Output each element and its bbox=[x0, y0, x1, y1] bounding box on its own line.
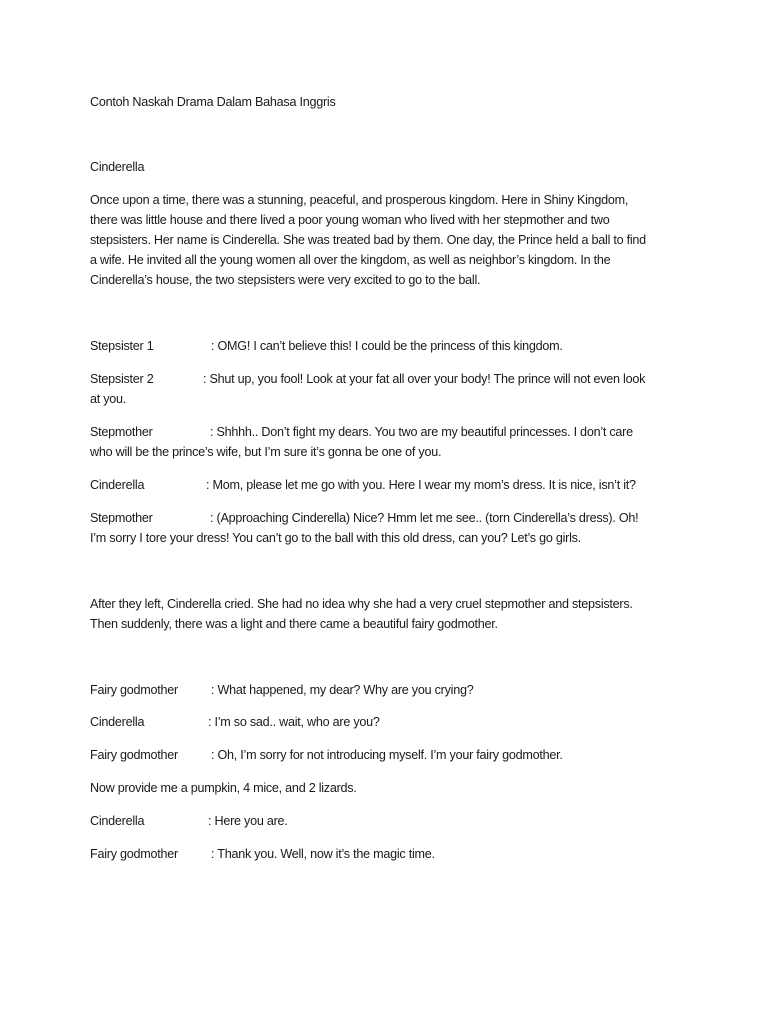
speaker-name: Fairy godmother bbox=[90, 847, 178, 861]
intro-line: Once upon a time, there was a stunning, peaceful, and prosperous kingdom. Here in Shiny Kingdom, bbox=[90, 193, 629, 207]
speaker-name: Stepsister 1 bbox=[90, 339, 154, 353]
speaker-name: Cinderella bbox=[90, 715, 145, 729]
dialogue-line: : (Approaching Cinderella) Nice? Hmm let me see.. (torn Cinderella’s dress). Oh! bbox=[210, 511, 639, 525]
intro-line: there was little house and there lived a poor young woman who lived with her stepmother and two bbox=[90, 213, 610, 227]
speaker-name: Stepsister 2 bbox=[90, 372, 154, 386]
dialogue-line-continued: I’m sorry I tore your dress! You can’t go to the ball with this old dress, can you? Let’s go girls. bbox=[90, 531, 581, 545]
speaker-name: Cinderella bbox=[90, 814, 145, 828]
dialogue-line: : OMG! I can’t believe this! I could be the princess of this kingdom. bbox=[211, 339, 563, 353]
document-title: Contoh Naskah Drama Dalam Bahasa Inggris bbox=[90, 95, 336, 109]
speaker-name: Stepmother bbox=[90, 425, 153, 439]
dialogue-line: : I’m so sad.. wait, who are you? bbox=[208, 715, 380, 729]
dialogue-line-continued: at you. bbox=[90, 392, 127, 406]
story-title: Cinderella bbox=[90, 160, 145, 174]
intro-line: a wife. He invited all the young women all over the kingdom, as well as neighbor’s kingdom. In the bbox=[90, 253, 611, 267]
dialogue-line: : Mom, please let me go with you. Here I wear my mom’s dress. It is nice, isn’t it? bbox=[206, 478, 636, 492]
narration-line: After they left, Cinderella cried. She had no idea why she had a very cruel stepmother and stepsisters. bbox=[90, 597, 633, 611]
speaker-name: Fairy godmother bbox=[90, 683, 178, 697]
speaker-name: Cinderella bbox=[90, 478, 145, 492]
intro-line: Cinderella’s house, the two stepsisters were very excited to go to the ball. bbox=[90, 273, 481, 287]
dialogue-line: : Shut up, you fool! Look at your fat all over your body! The prince will not even look bbox=[203, 372, 646, 386]
narration-line: Then suddenly, there was a light and there came a beautiful fairy godmother. bbox=[90, 617, 498, 631]
dialogue-line: : Shhhh.. Don’t fight my dears. You two are my beautiful princesses. I don’t care bbox=[210, 425, 633, 439]
speaker-name: Stepmother bbox=[90, 511, 153, 525]
dialogue-line: : Thank you. Well, now it’s the magic time. bbox=[211, 847, 435, 861]
dialogue-line-continued: who will be the prince’s wife, but I’m sure it’s gonna be one of you. bbox=[90, 445, 442, 459]
dialogue-line: : What happened, my dear? Why are you crying? bbox=[211, 683, 474, 697]
narration-line: Now provide me a pumpkin, 4 mice, and 2 lizards. bbox=[90, 781, 357, 795]
dialogue-line: : Here you are. bbox=[208, 814, 288, 828]
dialogue-line: : Oh, I’m sorry for not introducing myself. I’m your fairy godmother. bbox=[211, 748, 563, 762]
intro-line: stepsisters. Her name is Cinderella. She was treated bad by them. One day, the Prince held a ball to find bbox=[90, 233, 646, 247]
speaker-name: Fairy godmother bbox=[90, 748, 178, 762]
